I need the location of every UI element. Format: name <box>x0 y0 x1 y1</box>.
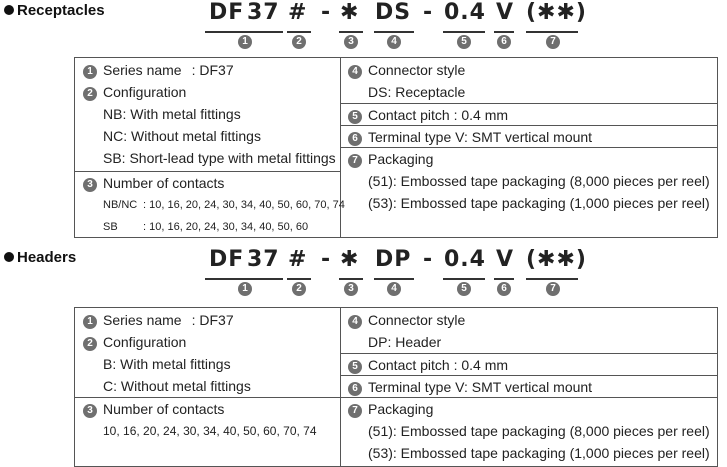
pitch-text: Contact pitch : 0.4 mm <box>368 107 509 123</box>
style-value: DP: Header <box>368 334 442 350</box>
contacts-values: 10, 16, 20, 24, 30, 34, 40, 50, 60, 70, 74 <box>103 424 317 438</box>
series-value: : DF37 <box>191 62 234 78</box>
pitch-row <box>348 104 718 126</box>
terminal-row <box>348 376 718 398</box>
spec-right-terminal <box>348 126 718 148</box>
spec-left-top <box>83 59 345 169</box>
pn-contact-pitch: 0.4 <box>444 247 486 272</box>
series-label: Series name <box>103 312 182 328</box>
spec-left-top <box>83 309 345 397</box>
underline <box>205 278 283 280</box>
marker-4: 4 <box>348 65 362 79</box>
style-row <box>348 309 718 331</box>
marker-7: 7 <box>348 154 362 168</box>
packaging-item: (51): Embossed tape packaging (8,000 pieces per reel) <box>368 423 710 439</box>
pn-dash: - <box>321 0 332 25</box>
pn-packaging: (✱✱) <box>526 247 587 272</box>
marker-6: 6 <box>497 35 511 49</box>
series-row <box>83 309 345 331</box>
marker-2: 2 <box>83 337 97 351</box>
marker-3: 3 <box>344 282 358 296</box>
spec-left-bottom <box>83 398 345 442</box>
pn-configuration: # <box>288 0 308 25</box>
marker-7: 7 <box>348 404 362 418</box>
config-label: Configuration <box>103 334 187 350</box>
marker-4: 4 <box>348 315 362 329</box>
spec-left-bottom <box>83 172 345 238</box>
underline <box>443 31 485 33</box>
underline <box>339 278 363 280</box>
series-label: Series name <box>103 62 182 78</box>
series-row <box>83 59 345 81</box>
config-label: Configuration <box>103 84 187 100</box>
marker-3: 3 <box>83 404 97 418</box>
config-item: NB: With metal fittings <box>103 106 241 122</box>
spec-right-pitch <box>348 354 718 376</box>
underline <box>374 31 414 33</box>
pn-series-number: 37 <box>247 247 280 272</box>
marker-2: 2 <box>292 35 306 49</box>
spec-right-style <box>348 309 718 353</box>
headers-spec-table <box>74 307 718 467</box>
underline <box>287 278 311 280</box>
spec-right-packaging <box>348 148 718 214</box>
packaging-item: (53): Embossed tape packaging (1,000 pieces per reel) <box>368 445 710 461</box>
marker-6: 6 <box>348 382 362 396</box>
marker-4: 4 <box>387 282 401 296</box>
underline <box>205 31 283 33</box>
pn-contacts: ✱ <box>340 0 360 25</box>
config-item: SB: Short-lead type with metal fittings <box>103 150 336 166</box>
spec-right-packaging <box>348 398 718 464</box>
pn-dash: - <box>423 247 434 272</box>
marker-3: 3 <box>344 35 358 49</box>
bullet-icon <box>4 252 14 262</box>
pn-series-prefix: DF <box>209 0 245 25</box>
receptacles-heading: Receptacles <box>4 2 105 19</box>
contacts-label: Number of contacts <box>103 401 225 417</box>
contacts-prefix: SB <box>103 221 118 233</box>
series-value: : DF37 <box>191 312 234 328</box>
marker-5: 5 <box>348 360 362 374</box>
marker-4: 4 <box>387 35 401 49</box>
pn-series-prefix: DF <box>209 247 245 272</box>
headers-section <box>0 247 727 464</box>
pn-connector-style: DS <box>375 0 412 25</box>
packaging-label: Packaging <box>368 401 434 417</box>
contacts-label: Number of contacts <box>103 175 225 191</box>
pn-dash: - <box>321 247 332 272</box>
config-item: NC: Without metal fittings <box>103 128 261 144</box>
contacts-list: : 10, 16, 20, 24, 30, 34, 40, 50, 60 <box>143 221 309 233</box>
pitch-row <box>348 354 718 376</box>
contacts-values <box>83 216 345 238</box>
pn-terminal-type: V <box>496 247 515 272</box>
contacts-list: : 10, 16, 20, 24, 30, 34, 40, 50, 60, 70, 74 <box>143 199 345 211</box>
underline <box>494 31 514 33</box>
style-value: DS: Receptacle <box>368 84 466 100</box>
marker-5: 5 <box>348 110 362 124</box>
spec-right-style <box>348 59 718 103</box>
pitch-text: Contact pitch : 0.4 mm <box>368 357 509 373</box>
underline <box>287 31 311 33</box>
packaging-item: (51): Embossed tape packaging (8,000 pieces per reel) <box>368 173 710 189</box>
marker-6: 6 <box>348 132 362 146</box>
style-label: Connector style <box>368 312 466 328</box>
style-label: Connector style <box>368 62 466 78</box>
marker-1: 1 <box>238 282 252 296</box>
packaging-row <box>348 148 718 170</box>
contacts-row <box>83 398 345 420</box>
marker-6: 6 <box>497 282 511 296</box>
packaging-label: Packaging <box>368 151 434 167</box>
packaging-row <box>348 398 718 420</box>
underline <box>339 31 363 33</box>
underline <box>494 278 514 280</box>
marker-5: 5 <box>457 35 471 49</box>
underline <box>526 278 578 280</box>
marker-1: 1 <box>238 35 252 49</box>
underline <box>526 31 578 33</box>
marker-2: 2 <box>292 282 306 296</box>
contacts-values <box>83 194 345 216</box>
terminal-row <box>348 126 718 148</box>
pn-configuration: # <box>288 247 308 272</box>
pn-contacts: ✱ <box>340 247 360 272</box>
style-row <box>348 59 718 81</box>
config-item: C: Without metal fittings <box>103 378 251 394</box>
marker-3: 3 <box>83 178 97 192</box>
underline <box>374 278 414 280</box>
spec-right-terminal <box>348 376 718 398</box>
underline <box>443 278 485 280</box>
pn-terminal-type: V <box>496 0 515 25</box>
marker-2: 2 <box>83 87 97 101</box>
marker-1: 1 <box>83 315 97 329</box>
marker-7: 7 <box>546 35 560 49</box>
marker-1: 1 <box>83 65 97 79</box>
contacts-row <box>83 172 345 194</box>
contacts-prefix: NB/NC <box>103 199 138 211</box>
pn-packaging: (✱✱) <box>526 0 587 25</box>
pn-dash: - <box>423 0 434 25</box>
pn-connector-style: DP <box>375 247 412 272</box>
pn-series-number: 37 <box>247 0 280 25</box>
headers-heading: Headers <box>4 249 76 266</box>
marker-7: 7 <box>546 282 560 296</box>
packaging-item: (53): Embossed tape packaging (1,000 pieces per reel) <box>368 195 710 211</box>
config-row <box>83 81 345 103</box>
terminal-text: Terminal type V: SMT vertical mount <box>368 379 593 395</box>
marker-5: 5 <box>457 282 471 296</box>
config-item: B: With metal fittings <box>103 356 231 372</box>
pn-contact-pitch: 0.4 <box>444 0 486 25</box>
terminal-text: Terminal type V: SMT vertical mount <box>368 129 593 145</box>
spec-right-pitch <box>348 104 718 126</box>
receptacles-spec-table <box>74 57 718 238</box>
bullet-icon <box>4 5 14 15</box>
config-row <box>83 331 345 353</box>
